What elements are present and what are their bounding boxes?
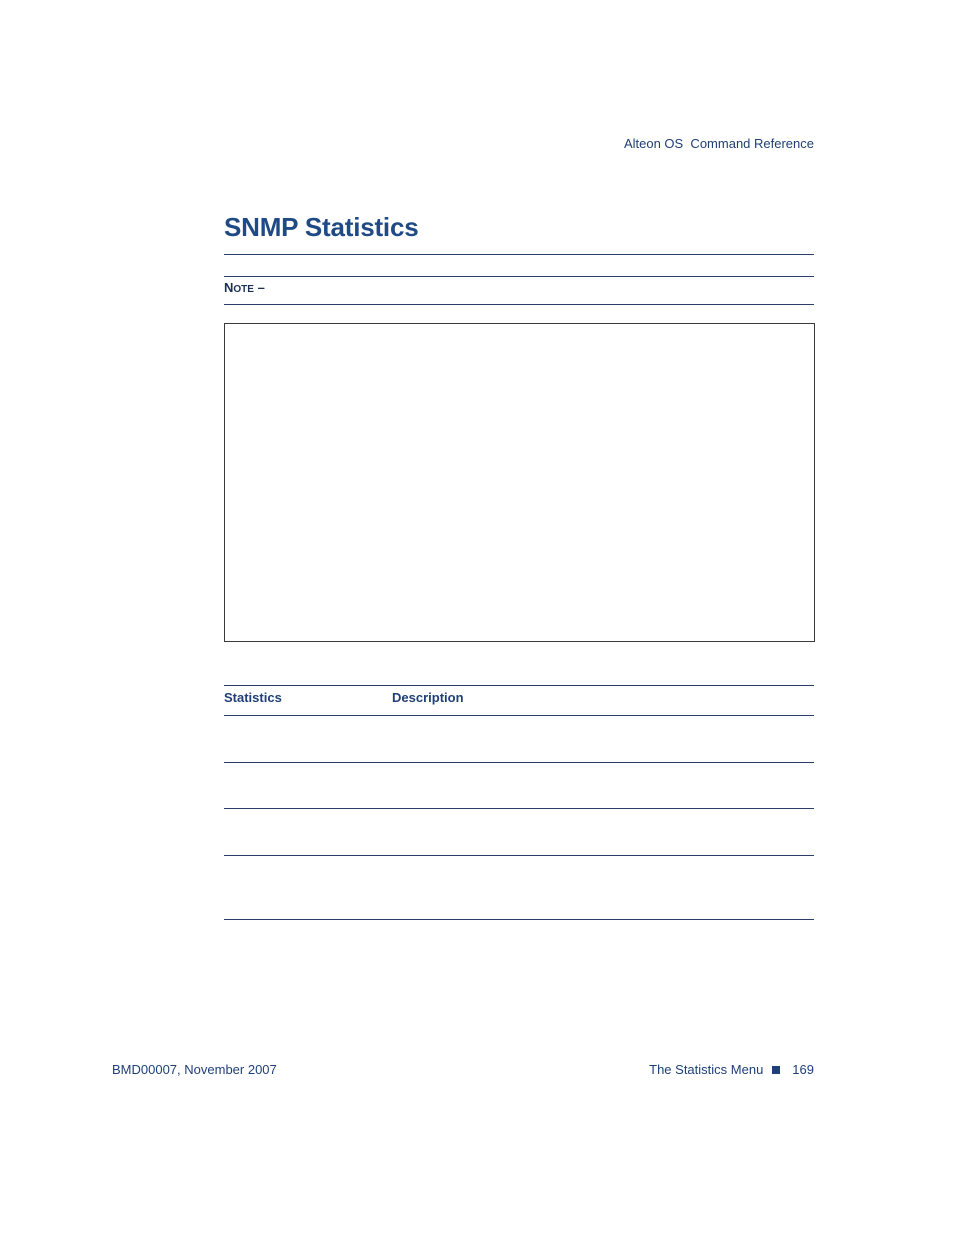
note-top-rule	[224, 276, 814, 277]
table-row-rule	[224, 855, 814, 856]
note-label-dash: –	[253, 280, 265, 295]
note-label-initial: N	[224, 280, 234, 295]
note-label-rest: OTE	[233, 284, 254, 295]
table-header-statistics: Statistics	[224, 690, 282, 705]
command-output-box	[224, 323, 815, 642]
table-row-rule	[224, 808, 814, 809]
footer-page-number: 169	[792, 1062, 814, 1077]
table-top-rule	[224, 685, 814, 686]
footer-document-id: BMD00007, November 2007	[112, 1062, 277, 1077]
table-header-description: Description	[392, 690, 464, 705]
table-bottom-rule	[224, 919, 814, 920]
note-label	[224, 280, 265, 295]
table-row-rule	[224, 762, 814, 763]
title-rule	[224, 254, 814, 255]
running-header: Alteon OS Command Reference	[623, 136, 814, 151]
square-bullet-icon	[772, 1066, 780, 1074]
table-header-rule	[224, 715, 814, 716]
footer-page-info	[649, 1062, 814, 1077]
section-title: SNMP Statistics	[224, 212, 419, 242]
footer-chapter: The Statistics Menu	[649, 1062, 764, 1077]
note-bottom-rule	[224, 304, 814, 305]
